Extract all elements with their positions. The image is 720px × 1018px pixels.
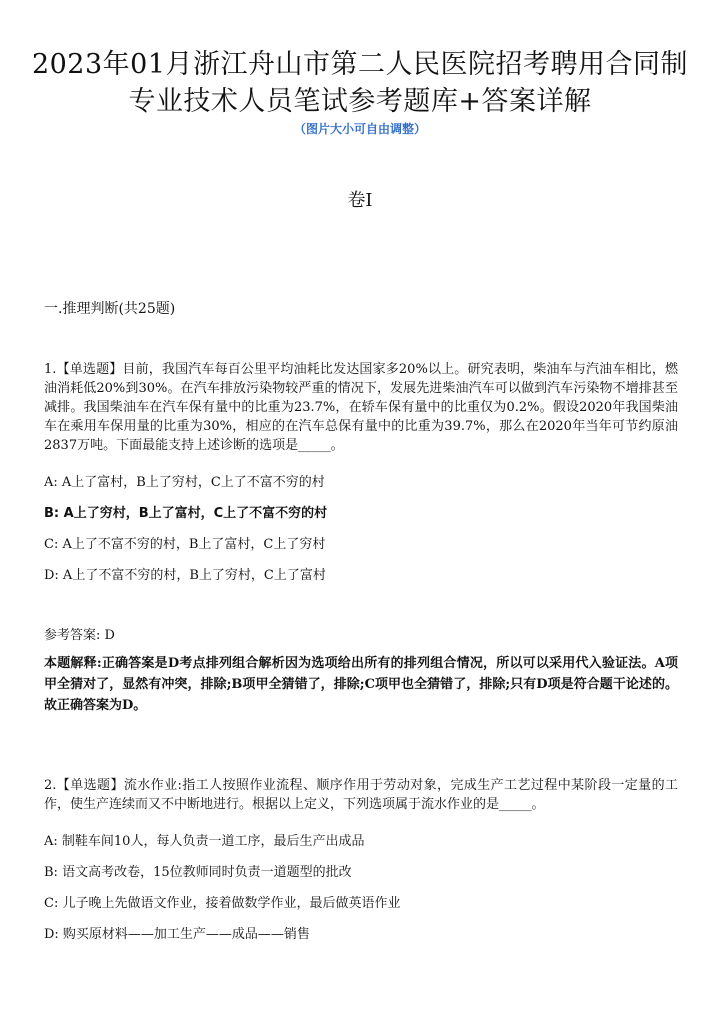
question-2	[44, 776, 678, 942]
question-1	[44, 360, 678, 713]
question-1-option-c: C: A上了不富不穷的村，B上了富村，C上了穷村	[44, 537, 326, 552]
question-2-option-d: D: 购买原材料——加工生产——成品——销售	[44, 927, 310, 942]
question-1-explanation: 本题解释:正确答案是D考点排列组合解析因为选项给出所有的排列组合情况，所以可以采用代入验证法。A项甲全猜对了，显然有冲突，排除;B项甲全猜错了，排除;C项甲也全猜错了，排除;只有D项是符合题干论述的。故正确答案为D。	[44, 656, 678, 713]
section-heading: 一.推理判断(共25题)	[44, 301, 176, 317]
question-2-option-b: B: 语文高考改卷，15位教师同时负责一道题型的批改	[44, 865, 352, 880]
question-1-option-a: A: A上了富村，B上了穷村，C上了不富不穷的村	[44, 475, 325, 490]
document-subtitle: （图片大小可自由调整）	[293, 122, 426, 136]
question-1-answer: 参考答案: D	[44, 628, 115, 643]
question-1-stem: 1.【单选题】目前，我国汽车每百公里平均油耗比发达国家多20%以上。研究表明，柴油车与汽油车相比，燃油消耗低20%到30%。在汽车排放污染物较严重的情况下，发展先进柴油汽车可以做到汽车污染物不增排甚至减排。我国柴油车在汽车保有量中的比重为23.7%，在轿车保有量中的比重仅为0.2%。假设2020年我国柴油车在乘用车保用量的比重为30%，相应的在汽车总保有量中的比重为39.7%，那么在2020年当年可节约原油2837万吨。下面最能支持上述诊断的选项是_____。	[44, 362, 678, 453]
volume-label: 卷I	[347, 190, 373, 211]
question-2-option-c: C: 儿子晚上先做语文作业，接着做数学作业，最后做英语作业	[44, 896, 401, 911]
document-title-line-1: 2023年01月浙江舟山市第二人民医院招考聘用合同制	[31, 49, 689, 80]
document-title-line-2: 专业技术人员笔试参考题库+答案详解	[128, 86, 592, 117]
question-2-stem: 2.【单选题】流水作业:指工人按照作业流程、顺序作用于劳动对象，完成生产工艺过程中某阶段一定量的工作，使生产连续而又不中断地进行。根据以上定义，下列选项属于流水作业的是_____。	[44, 778, 678, 812]
question-2-option-a: A: 制鞋车间10人，每人负责一道工序，最后生产出成品	[44, 834, 365, 849]
question-1-option-b: B: A上了穷村，B上了富村，C上了不富不穷的村	[44, 506, 328, 521]
question-1-option-d: D: A上了不富不穷的村，B上了穷村，C上了富村	[44, 568, 326, 583]
